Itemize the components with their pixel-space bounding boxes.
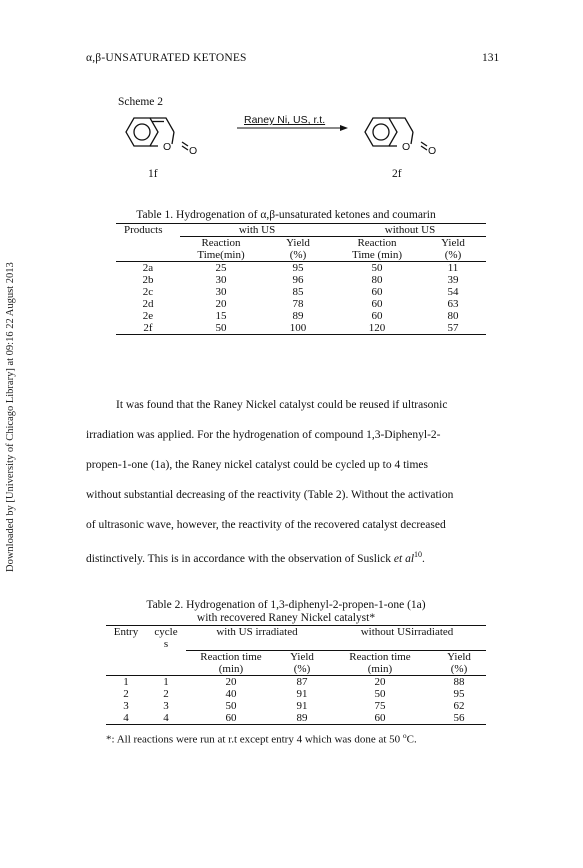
carbonyl-oxygen-atom: O <box>189 145 198 157</box>
table1-cell: 50 <box>215 322 227 334</box>
table1-cell: 89 <box>292 310 304 322</box>
table2-subheader-cell <box>146 663 186 676</box>
table2-cell: 40 <box>225 688 237 700</box>
table1-cell: 57 <box>447 322 459 334</box>
paragraph-line: It was found that the Raney Nickel catalyst could be reused if ultrasonic <box>116 399 448 411</box>
table1-cell: 60 <box>371 310 383 322</box>
table1-cell: 2c <box>142 286 154 298</box>
table1-caption: Table 1. Hydrogenation of α,β-unsaturated ketones and coumarin <box>136 209 436 221</box>
table2-subheader-cell: Yield <box>447 651 471 663</box>
paragraph-text: distinctively. This is in accordance with the observation of Suslick <box>86 552 394 565</box>
table1-subheader-cell: Yield <box>286 237 310 249</box>
table2-cell: 20 <box>225 676 237 688</box>
table2-cell: 2 <box>123 688 129 700</box>
table2-cell: 75 <box>374 700 386 712</box>
table2-header-wrap-row <box>106 638 486 651</box>
page-number: 131 <box>482 52 500 64</box>
table1-cell: 96 <box>292 274 304 286</box>
table1-subheader-row <box>116 249 486 262</box>
table1-cell: 2b <box>142 274 154 286</box>
table1-cell: 63 <box>447 298 459 310</box>
table2-subheader-cell <box>106 663 146 676</box>
table1-cell: 2a <box>142 262 154 274</box>
table2-cell: 95 <box>453 688 465 700</box>
table2-subheader-cell: (min) <box>367 663 393 675</box>
table2-empty-cell <box>186 638 486 651</box>
running-title: α,β-UNSATURATED KETONES <box>86 52 247 64</box>
table-row <box>106 676 486 689</box>
table2-subheader-cell <box>146 651 186 664</box>
table1-subheader-cell: Time (min) <box>351 249 402 261</box>
reaction-scheme <box>0 0 583 200</box>
table1-subheader-cell: Reaction <box>357 237 397 249</box>
arrow-head <box>340 125 348 131</box>
table1-cell: 39 <box>447 274 459 286</box>
table1-subheader-cell: (%) <box>289 249 307 261</box>
table1-cell: 30 <box>215 286 227 298</box>
table1-cell: 11 <box>447 262 459 274</box>
table2 <box>106 625 486 725</box>
product-label: 2f <box>392 168 402 180</box>
table2-subheader-cell: (%) <box>450 663 468 675</box>
table2-header-entry: Entry <box>113 626 139 638</box>
paragraph-last-line <box>86 540 486 574</box>
table2-cell: 4 <box>123 712 129 724</box>
table2-subheader-cell: (%) <box>293 663 311 675</box>
table1-cell: 25 <box>215 262 227 274</box>
table1-subheader-row <box>116 237 486 250</box>
coumarin-structure <box>126 118 188 150</box>
table-row <box>116 274 486 286</box>
table2-subheader-cell: Reaction time <box>349 651 411 663</box>
table1-subheader-cell <box>116 249 180 262</box>
table2-cell: 50 <box>374 688 386 700</box>
table1-cell: 15 <box>215 310 227 322</box>
table1-subheader-cell: Yield <box>441 237 465 249</box>
reaction-conditions: Raney Ni, US, r.t. <box>244 114 326 126</box>
table2-cell: 91 <box>296 700 308 712</box>
footnote-text: C. <box>406 733 417 746</box>
paragraph-italic: et al <box>393 552 415 565</box>
table1-cell: 30 <box>215 274 227 286</box>
table1-cell: 100 <box>289 322 307 334</box>
table1-cell: 2e <box>142 310 154 322</box>
table2-header-with-us: with US irradiated <box>216 626 298 638</box>
table1-subheader-cell <box>116 237 180 250</box>
table-row <box>116 298 486 310</box>
table2-caption-line1: Table 2. Hydrogenation of 1,3-diphenyl-2-propen-1-one (1a) <box>146 599 426 611</box>
table2-subheader-cell: Yield <box>290 651 314 663</box>
ring-oxygen-atom: O <box>163 141 172 153</box>
table2-cell: 1 <box>123 676 129 688</box>
table1-cell: 54 <box>447 286 459 298</box>
table2-empty-cell <box>106 638 146 651</box>
table2-caption-line2: with recovered Raney Nickel catalyst* <box>196 612 376 624</box>
table-row <box>116 286 486 298</box>
table2-cell: 3 <box>163 700 169 712</box>
table-row <box>116 262 486 275</box>
download-watermark: Downloaded by [University of Chicago Library] at 09:16 22 August 2013 <box>5 262 16 572</box>
table2-cell: 91 <box>296 688 308 700</box>
table-row <box>106 712 486 725</box>
carbonyl-oxygen-atom: O <box>428 145 437 157</box>
table-row <box>116 310 486 322</box>
table2-group-header-row <box>106 626 486 639</box>
table1-cell: 120 <box>368 322 386 334</box>
table2-subheader-cell: Reaction time <box>200 651 262 663</box>
paragraph-line: propen-1-one (1a), the Raney nickel catalyst could be cycled up to 4 times <box>86 459 429 471</box>
table1-cell: 20 <box>215 298 227 310</box>
table1-header-products: Products <box>124 224 163 237</box>
table1-cell: 2f <box>143 322 153 334</box>
dihydrocoumarin-structure <box>365 118 427 150</box>
table2-footnote <box>106 731 496 746</box>
table2-cell: 3 <box>123 700 129 712</box>
degree-superscript: o <box>402 731 407 740</box>
table2-cell: 4 <box>163 712 169 724</box>
table1-cell: 78 <box>292 298 304 310</box>
table2-cell: 60 <box>225 712 237 724</box>
table2-header-cycles: cycle <box>154 626 178 638</box>
table2-cell: 89 <box>296 712 308 724</box>
table1-cell: 60 <box>371 286 383 298</box>
paragraph-line: irradiation was applied. For the hydrogenation of compound 1,3-Diphenyl-2- <box>86 429 441 441</box>
paragraph-line: of ultrasonic wave, however, the reactivity of the recovered catalyst decreased <box>86 519 446 531</box>
table1-subheader-cell: Time(min) <box>197 249 245 261</box>
ring-oxygen-atom: O <box>402 141 411 153</box>
table2-subheader-row <box>106 651 486 664</box>
table1-cell: 80 <box>447 310 459 322</box>
table1-header-without-us: without US <box>334 224 486 237</box>
table2-cell: 20 <box>374 676 386 688</box>
table-row <box>106 688 486 700</box>
table1-cell: 85 <box>292 286 304 298</box>
citation-superscript: 10 <box>414 550 423 559</box>
table2-cell: 88 <box>453 676 465 688</box>
scheme-label: Scheme 2 <box>118 96 164 108</box>
table2-cell: 1 <box>163 676 169 688</box>
table2-subheader-row <box>106 663 486 676</box>
table2-header-cycles-wrap: s <box>163 638 169 651</box>
footnote-text: *: All reactions were run at r.t except entry 4 which was done at 50 <box>106 733 403 746</box>
table1-header-with-us: with US <box>180 224 334 237</box>
table1-subheader-cell: (%) <box>444 249 462 261</box>
table1-subheader-cell: Reaction <box>201 237 241 249</box>
paragraph-line: without substantial decreasing of the reactivity (Table 2). Without the activation <box>86 489 454 501</box>
table2-cell: 87 <box>296 676 308 688</box>
table2-cell: 60 <box>374 712 386 724</box>
table2-cell: 62 <box>453 700 465 712</box>
paragraph-text: . <box>422 552 425 565</box>
table1-cell: 2d <box>142 298 154 310</box>
table2-cell: 50 <box>225 700 237 712</box>
table2-cell: 56 <box>453 712 465 724</box>
table1-cell: 80 <box>371 274 383 286</box>
table1-cell: 50 <box>371 262 383 274</box>
table2-subheader-cell: (min) <box>218 663 244 675</box>
table1-group-header-row <box>116 224 486 237</box>
table2-cell: 2 <box>163 688 169 700</box>
table2-header-without-us: without USirradiated <box>360 626 454 638</box>
table1-cell: 95 <box>292 262 304 274</box>
table2-subheader-cell <box>106 651 146 664</box>
table-row <box>116 322 486 335</box>
table1-cell: 60 <box>371 298 383 310</box>
table1 <box>116 223 486 335</box>
reactant-label: 1f <box>148 168 158 180</box>
table-row <box>106 700 486 712</box>
